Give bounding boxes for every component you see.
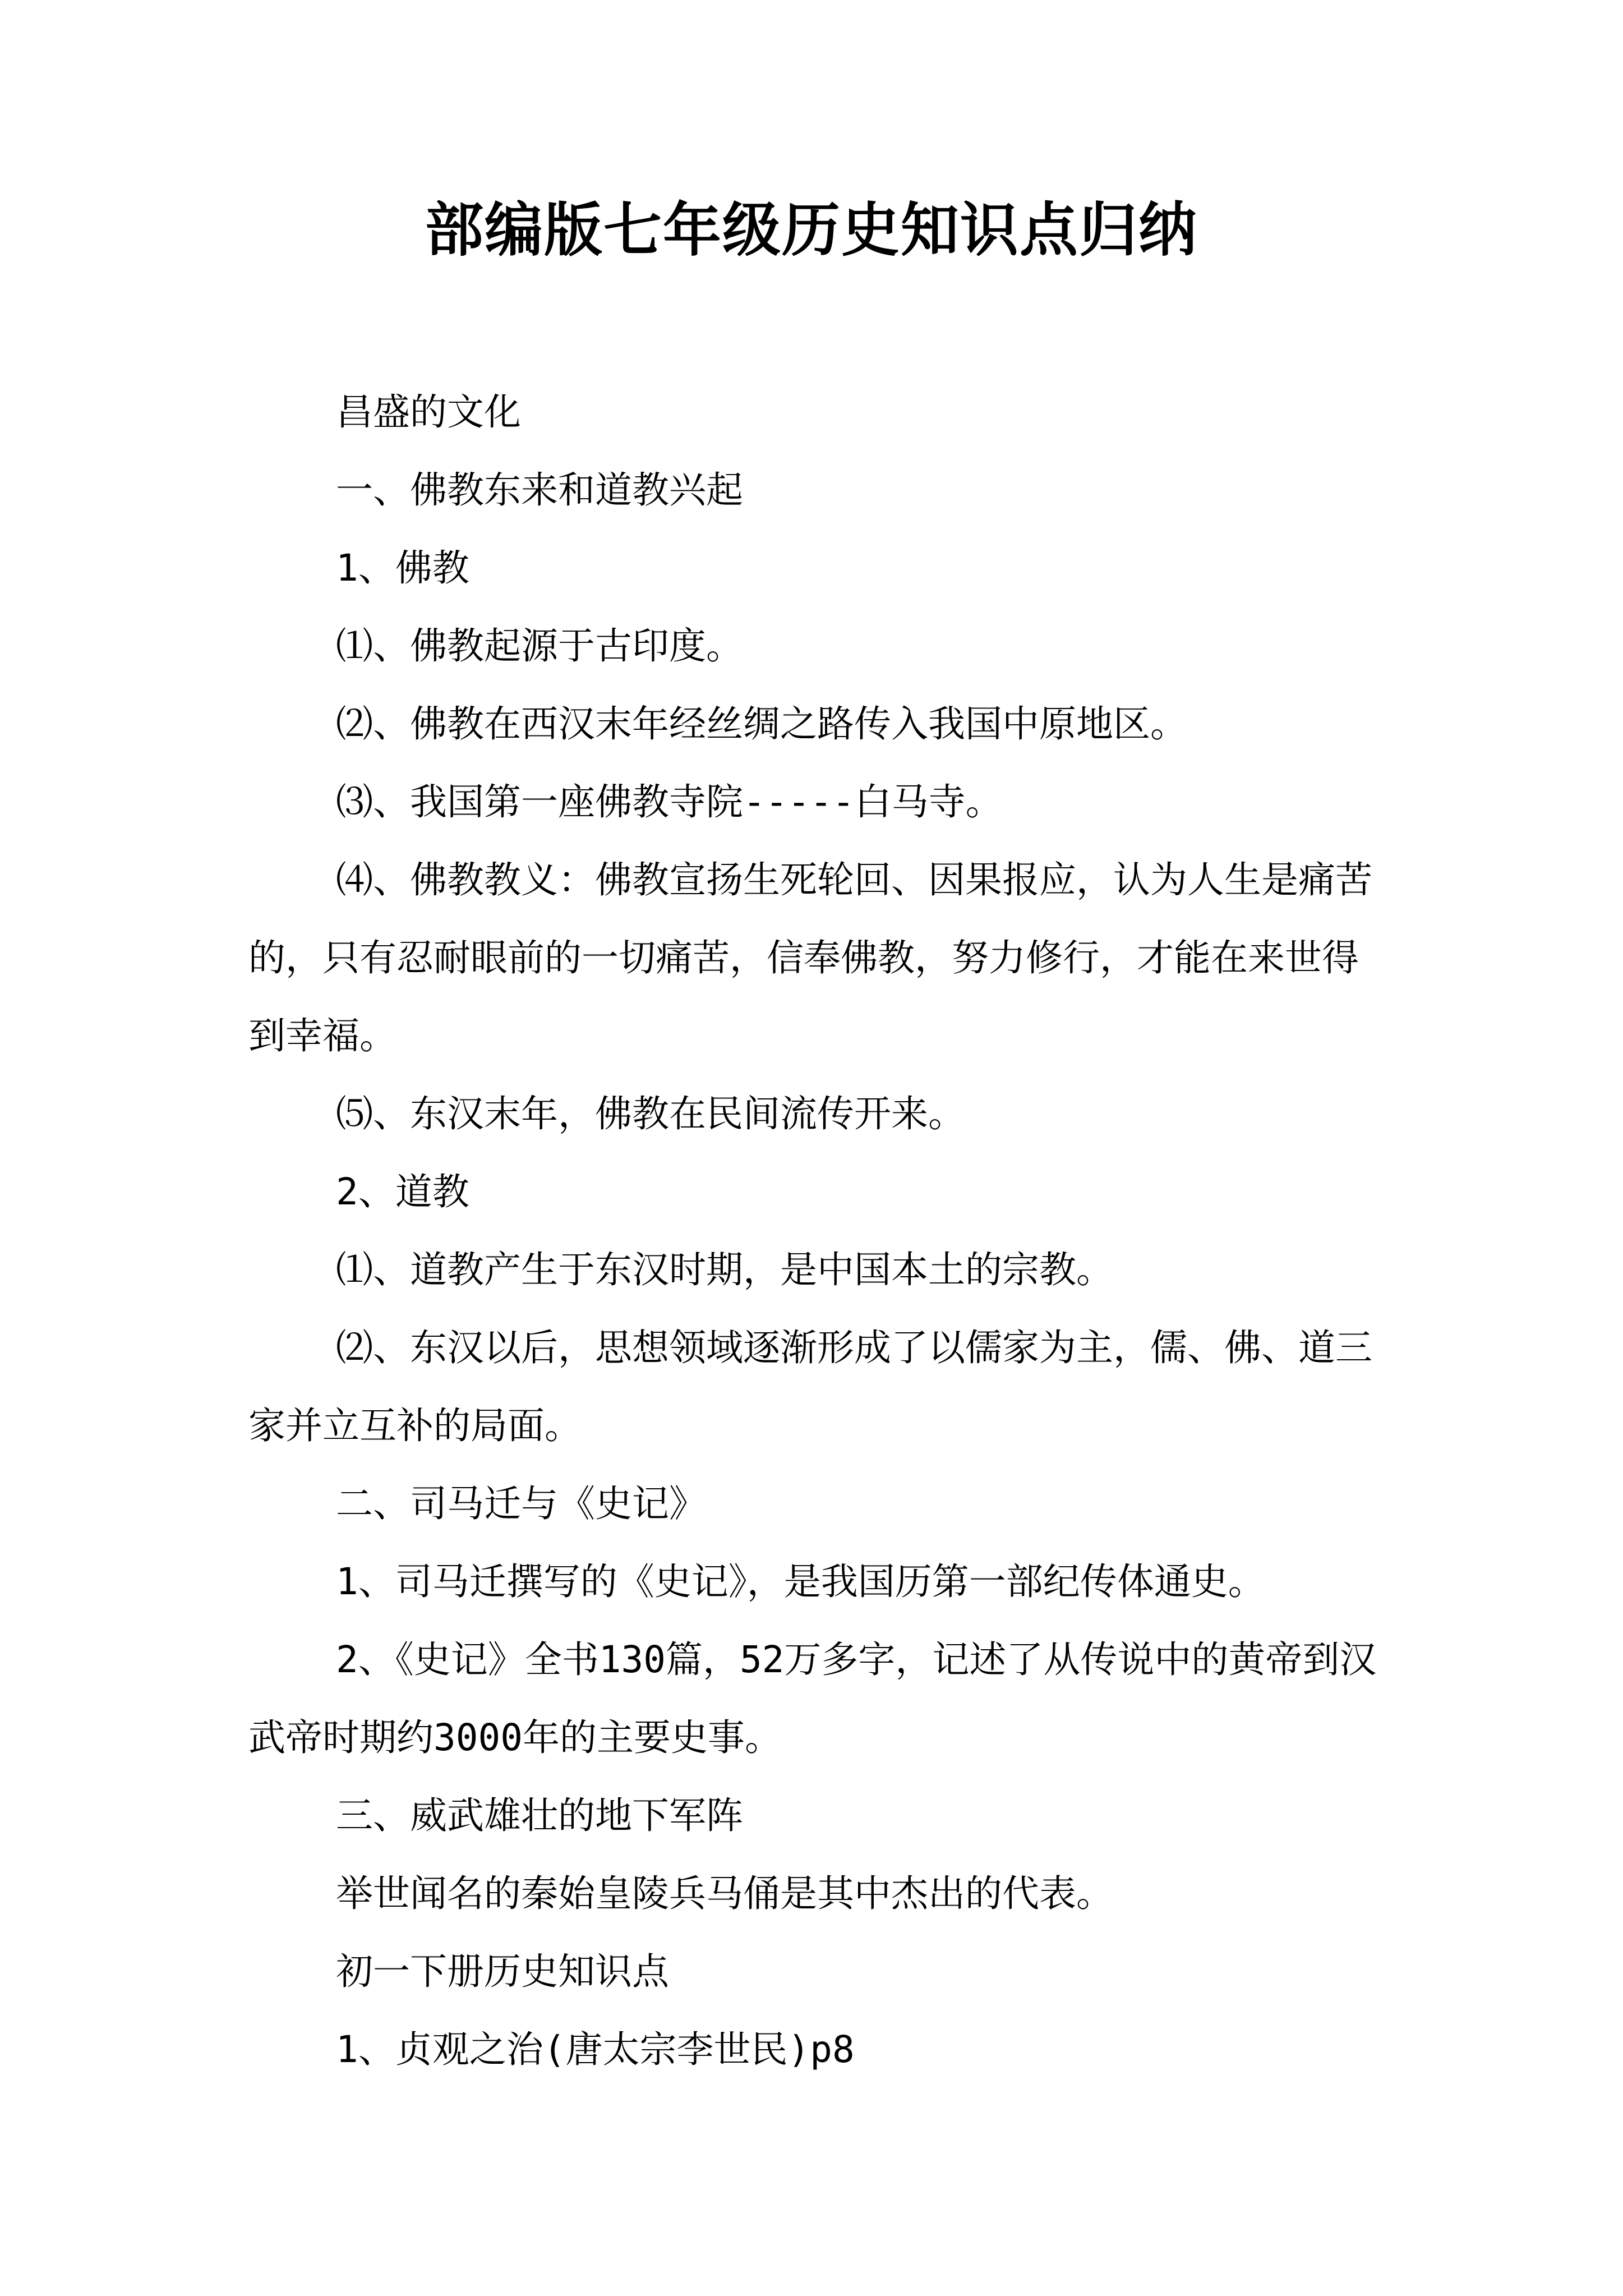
paragraph: ⑴、道教产生于东汉时期，是中国本土的宗教。 <box>336 1248 1113 1291</box>
document-title: 部编版七年级历史知识点归纳 <box>425 195 1198 264</box>
paragraph: 1、佛教 <box>336 546 469 590</box>
paragraph: ⑵、东汉以后，思想领域逐渐形成了以儒家为主，儒、佛、道三家并立互补的局面。 <box>248 1326 1372 1447</box>
paragraph: 1、贞观之治(唐太宗李世民)p8 <box>336 2028 855 2071</box>
paragraph: 三、威武雄壮的地下军阵 <box>336 1794 743 1837</box>
paragraph: ⑴、佛教起源于古印度。 <box>336 624 743 668</box>
paragraph: 2、道教 <box>336 1170 469 1213</box>
paragraph: 2、《史记》全书130篇，52万多字，记述了从传说中的黄帝到汉武帝时期约3000年的主要史事。 <box>248 1638 1377 1759</box>
paragraph: 昌盛的文化 <box>336 390 521 434</box>
paragraph: ⑸、东汉末年，佛教在民间流传开来。 <box>336 1092 965 1135</box>
paragraph: 初一下册历史知识点 <box>336 1950 669 1993</box>
paragraph: 一、佛教东来和道教兴起 <box>336 468 743 512</box>
paragraph: ⑵、佛教在西汉末年经丝绸之路传入我国中原地区。 <box>336 702 1187 746</box>
paragraph: ⑶、我国第一座佛教寺院-----白马寺。 <box>336 780 1003 823</box>
paragraph: 二、司马迁与《史记》 <box>336 1482 706 1525</box>
paragraph: 举世闻名的秦始皇陵兵马俑是其中杰出的代表。 <box>336 1872 1113 1915</box>
document-body <box>248 373 1394 2088</box>
paragraph: ⑷、佛教教义：佛教宣扬生死轮回、因果报应，认为人生是痛苦的，只有忍耐眼前的一切痛苦，信奉佛教，努力修行，才能在来世得到幸福。 <box>248 858 1372 1057</box>
paragraph: 1、司马迁撰写的《史记》，是我国历第一部纪传体通史。 <box>336 1560 1265 1603</box>
